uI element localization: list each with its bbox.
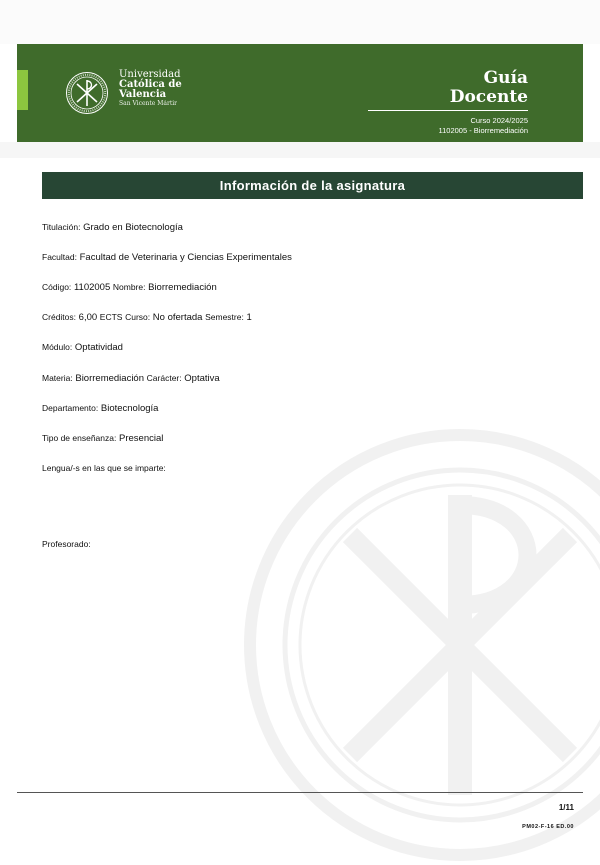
materia-value: Biorremediación bbox=[75, 373, 145, 384]
course-year: Curso 2024/2025 bbox=[470, 116, 528, 125]
section-title-bar: Información de la asignatura bbox=[42, 172, 583, 199]
departamento-label: Departamento: bbox=[42, 403, 99, 413]
top-strip bbox=[0, 0, 600, 44]
lenguas-label: Lengua/-s en las que se imparte: bbox=[42, 463, 166, 473]
codigo-label: Código: bbox=[42, 282, 72, 292]
facultad-value: Facultad de Veterinaria y Ciencias Experimentales bbox=[79, 252, 292, 263]
caracter-value: Optativa bbox=[184, 373, 220, 384]
header-shadow-band bbox=[0, 142, 600, 158]
nombre-value: Biorremediación bbox=[148, 282, 217, 293]
page-number: 1/11 bbox=[558, 803, 574, 812]
field-tipo-ensenanza bbox=[42, 433, 163, 444]
caracter-label: Carácter: bbox=[146, 373, 182, 383]
semestre-value: 1 bbox=[246, 312, 252, 323]
guide-title-line2: Docente bbox=[449, 87, 528, 107]
facultad-label: Facultad: bbox=[42, 252, 77, 262]
course-info bbox=[439, 116, 529, 136]
tipo-ensenanza-label: Tipo de enseñanza: bbox=[42, 433, 117, 443]
semestre-label: Semestre: bbox=[205, 312, 244, 322]
materia-label: Materia: bbox=[42, 373, 73, 383]
header-divider bbox=[368, 110, 528, 111]
tipo-ensenanza-value: Presencial bbox=[119, 433, 164, 444]
field-creditos bbox=[42, 312, 252, 323]
curso-value: No ofertada bbox=[152, 312, 203, 323]
brand-line-universidad: Universidad bbox=[119, 69, 181, 80]
field-materia bbox=[42, 373, 220, 384]
brand-line-san-vicente: San Vicente Mártir bbox=[119, 100, 178, 107]
form-code: PM02-F-16 ED.00 bbox=[522, 824, 574, 830]
departamento-value: Biotecnología bbox=[100, 403, 159, 414]
nombre-label: Nombre: bbox=[112, 282, 146, 292]
titulacion-value: Grado en Biotecnología bbox=[83, 222, 183, 233]
university-brand bbox=[119, 70, 182, 107]
modulo-label: Módulo: bbox=[42, 342, 73, 352]
header-accent-bar bbox=[17, 70, 28, 110]
creditos-value: 6,00 bbox=[78, 312, 98, 323]
brand-line-valencia: Valencia bbox=[119, 89, 167, 100]
codigo-value: 1102005 bbox=[73, 282, 111, 293]
guide-title-line1: Guía bbox=[483, 68, 528, 88]
field-departamento bbox=[42, 403, 158, 414]
seal-watermark bbox=[240, 425, 600, 865]
field-titulacion bbox=[42, 222, 183, 233]
field-modulo bbox=[42, 342, 123, 353]
creditos-label: Créditos: bbox=[42, 312, 77, 322]
curso-label: Curso: bbox=[125, 312, 151, 322]
modulo-value: Optatividad bbox=[74, 342, 123, 353]
field-lenguas bbox=[42, 463, 166, 474]
ects-label: ECTS bbox=[99, 312, 123, 322]
field-profesorado bbox=[42, 539, 91, 550]
profesorado-label: Profesorado: bbox=[42, 539, 91, 549]
titulacion-label: Titulación: bbox=[42, 222, 81, 232]
subject-code-name: 1102005 - Biorremediación bbox=[438, 126, 528, 135]
field-facultad bbox=[42, 252, 292, 263]
university-seal-logo bbox=[65, 71, 109, 115]
field-codigo bbox=[42, 282, 217, 293]
footer-divider bbox=[17, 792, 583, 793]
brand-line-catolica: Católica de bbox=[119, 79, 182, 90]
guide-title bbox=[450, 69, 528, 107]
